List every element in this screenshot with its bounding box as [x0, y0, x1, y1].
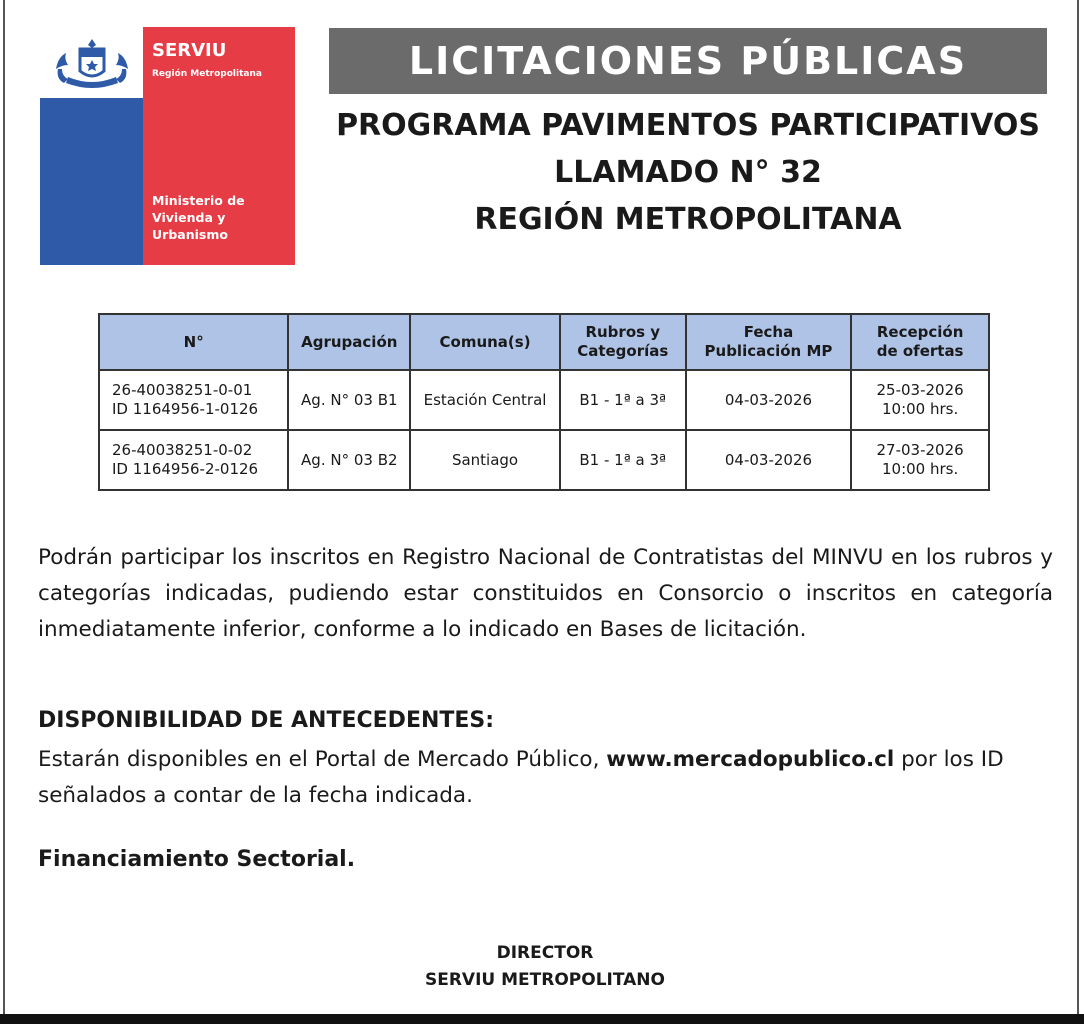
logo-region: Región Metropolitana	[152, 69, 262, 79]
cell-comuna: Santiago	[410, 430, 560, 490]
cell-recepcion-time: 10:00 hrs.	[881, 400, 959, 418]
eligibility-paragraph: Podrán participar los inscritos en Registro Nacional de Contratistas del MINVU en los rubros y categorías indicadas, pudiendo estar constituidos en Consorcio o inscritos en categoría inmediatamente inferior, conforme a lo indicado en Bases de licitación.	[38, 545, 1053, 642]
cell-recepcion-time: 10:00 hrs.	[881, 460, 959, 478]
logo-blue-panel	[40, 27, 143, 265]
column-header-recepcion-line1: Recepción	[876, 323, 964, 341]
signature-institution: SERVIU METROPOLITANO	[424, 970, 665, 990]
column-header-rubros	[560, 314, 686, 370]
tender-table	[98, 313, 990, 491]
cell-rubros: B1 - 1ª a 3ª	[560, 430, 686, 490]
column-header-comunas: Comuna(s)	[410, 314, 560, 370]
cell-fecha: 04-03-2026	[686, 370, 852, 430]
column-header-rubros-line2: Categorías	[577, 342, 669, 360]
column-header-fecha-line2: Publicación MP	[704, 342, 833, 360]
program-title: PROGRAMA PAVIMENTOS PARTICIPATIVOS	[336, 108, 1040, 143]
cell-recepcion-date: 27-03-2026	[876, 441, 964, 459]
availability-heading: DISPONIBILIDAD DE ANTECEDENTES:	[38, 708, 495, 733]
column-header-num: N°	[99, 314, 288, 370]
availability-text-before: Estarán disponibles en el Portal de Mercado Público,	[38, 747, 607, 772]
chile-coat-of-arms-icon	[48, 33, 136, 95]
logo-ministry-line1: Ministerio de	[152, 193, 245, 208]
region-title: REGIÓN METROPOLITANA	[474, 202, 902, 237]
table-row	[99, 370, 989, 430]
call-number: LLAMADO N° 32	[554, 155, 822, 190]
column-header-agrupacion: Agrupación	[288, 314, 410, 370]
table-header-row	[99, 314, 989, 370]
cell-fecha: 04-03-2026	[686, 430, 852, 490]
logo-ministry-line2: Vivienda y	[152, 210, 226, 225]
availability-text-after: por los ID señalados a contar de la fecha indicada.	[38, 747, 1004, 808]
cell-num	[99, 370, 288, 430]
signature-title: DIRECTOR	[496, 943, 594, 963]
logo-red-panel	[143, 27, 295, 265]
cell-agrupacion: Ag. N° 03 B1	[288, 370, 410, 430]
column-header-rubros-line1: Rubros y	[585, 323, 661, 341]
logo-ministry-line3: Urbanismo	[152, 227, 228, 242]
cell-num-line2: ID 1164956-2-0126	[112, 460, 259, 478]
cell-num	[99, 430, 288, 490]
serviu-logo	[40, 27, 295, 265]
cell-agrupacion: Ag. N° 03 B2	[288, 430, 410, 490]
bottom-border	[0, 1014, 1084, 1024]
cell-comuna: Estación Central	[410, 370, 560, 430]
column-header-fecha-line1: Fecha	[743, 323, 794, 341]
table-row	[99, 430, 989, 490]
financing-note: Financiamiento Sectorial.	[38, 847, 356, 872]
logo-brand: SERVIU	[152, 40, 227, 61]
cell-rubros: B1 - 1ª a 3ª	[560, 370, 686, 430]
cell-num-line1: 26-40038251-0-02	[112, 441, 253, 459]
column-header-recepcion	[851, 314, 989, 370]
availability-text	[38, 742, 1053, 814]
cell-num-line2: ID 1164956-1-0126	[112, 400, 259, 418]
cell-recepcion	[851, 430, 989, 490]
column-header-recepcion-line2: de ofertas	[876, 342, 964, 360]
cell-recepcion	[851, 370, 989, 430]
logo-ministry	[152, 192, 292, 243]
column-header-fecha	[686, 314, 852, 370]
title-band: LICITACIONES PÚBLICAS	[329, 28, 1047, 94]
cell-num-line1: 26-40038251-0-01	[112, 381, 253, 399]
mercadopublico-link[interactable]: www.mercadopublico.cl	[606, 747, 895, 772]
cell-recepcion-date: 25-03-2026	[876, 381, 964, 399]
